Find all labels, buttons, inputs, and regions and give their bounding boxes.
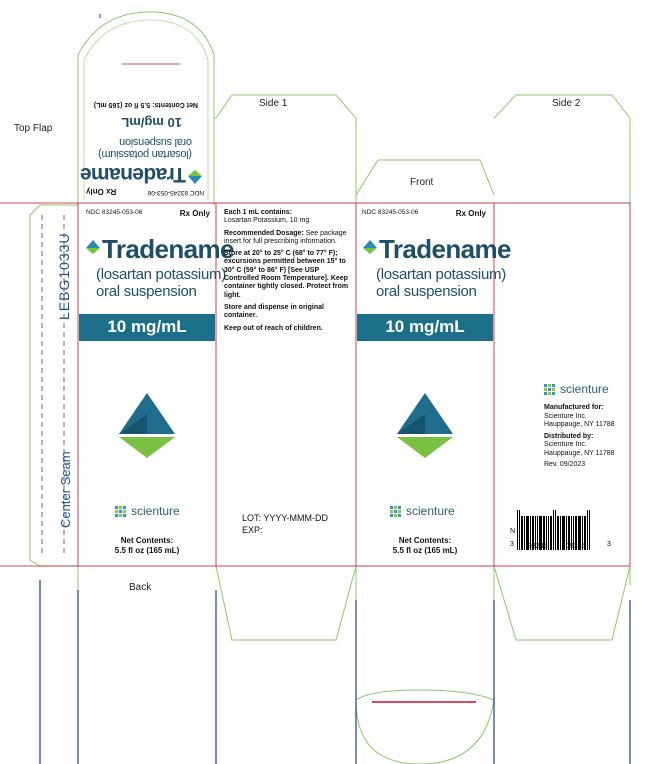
pyramid-logo-back: [119, 393, 175, 458]
scienture-dots-icon: [544, 384, 555, 395]
back-rx: Rx Only: [179, 209, 210, 218]
front-label: Front: [410, 177, 434, 188]
back-company-logo: scienture: [115, 504, 180, 518]
die-code: LEBG1033U: [56, 232, 72, 320]
top-flap-ndc: NDC 83245-053-06: [147, 189, 204, 196]
front-net-contents: Net Contents: 5.5 fl oz (165 mL): [392, 536, 458, 555]
top-flap-strength: 10 mg/mL: [121, 115, 182, 130]
top-flap-generic: (losartan potassium) oral suspension: [98, 136, 192, 160]
scienture-dots-icon: [115, 506, 126, 517]
back-brand: Tradename: [86, 234, 234, 265]
side2-label: Side 2: [552, 98, 581, 109]
barcode-n: N: [510, 528, 516, 535]
top-flap-content: [80, 68, 204, 196]
top-flap-label: Top Flap: [14, 123, 53, 134]
lot-exp: LOT: YYYY-MMM-DD EXP:: [242, 513, 329, 535]
brand-mark-icon: [363, 240, 377, 248]
front-strength-band: 10 mg/mL: [357, 314, 493, 341]
back-ndc: NDC 83245-053-06: [86, 209, 143, 216]
barcode-right-digits: 05306: [566, 543, 586, 550]
back-generic: (losartan potassium) oral suspension: [96, 266, 226, 300]
pyramid-logo-front: [397, 393, 453, 458]
center-seam-label: Center Seam: [58, 451, 73, 528]
barcode-lead-digit: 3: [510, 541, 514, 548]
back-strength-band: 10 mg/mL: [79, 314, 215, 341]
top-flap-brand: Tradename: [81, 162, 203, 186]
brand-mark-icon: [86, 240, 100, 248]
front-ndc-row: [362, 209, 486, 218]
barcode-check-digit: 3: [607, 541, 611, 548]
front-rx: Rx Only: [455, 209, 486, 218]
side1-text: Each 1 mL contains: Losartan Potassium, 10 mg Recommended Dosage: See package insert for full prescribing information. Store at 20° to 25° C (68° to 77° F); excursions permitted between 15° to 30° C (59° to 86° F) [See USP Controlled Room Temperature]. Keep container tightly closed. Protect from light. Store and dispense in original container. Keep out of reach of children.: [224, 209, 349, 332]
barcode-left-digits: 83245: [528, 543, 548, 550]
top-flap-net: Net Contents: 5.5 fl oz (165 mL): [93, 101, 198, 108]
side2-company-logo: scienture: [544, 382, 609, 396]
front-ndc: NDC 83245-053-06: [362, 209, 419, 216]
front-generic: (losartan potassium) oral suspension: [376, 266, 506, 300]
side2-manufacturer: Manufactured for: Scienture Inc. Hauppauge, NY 11788 Distributed by: Scienture Inc. Hauppauge, NY 11788 Rev. 09/2023: [544, 404, 615, 468]
top-flap-rx: Rx Only: [86, 187, 117, 196]
scienture-dots-icon: [390, 506, 401, 517]
front-company-logo: scienture: [390, 504, 455, 518]
back-ndc-row: [86, 209, 210, 218]
front-brand: Tradename: [363, 234, 511, 265]
back-net-contents: Net Contents: 5.5 fl oz (165 mL): [114, 536, 180, 555]
side1-label: Side 1: [259, 98, 288, 109]
back-label: Back: [129, 582, 152, 593]
brand-mark-icon: [188, 176, 202, 184]
